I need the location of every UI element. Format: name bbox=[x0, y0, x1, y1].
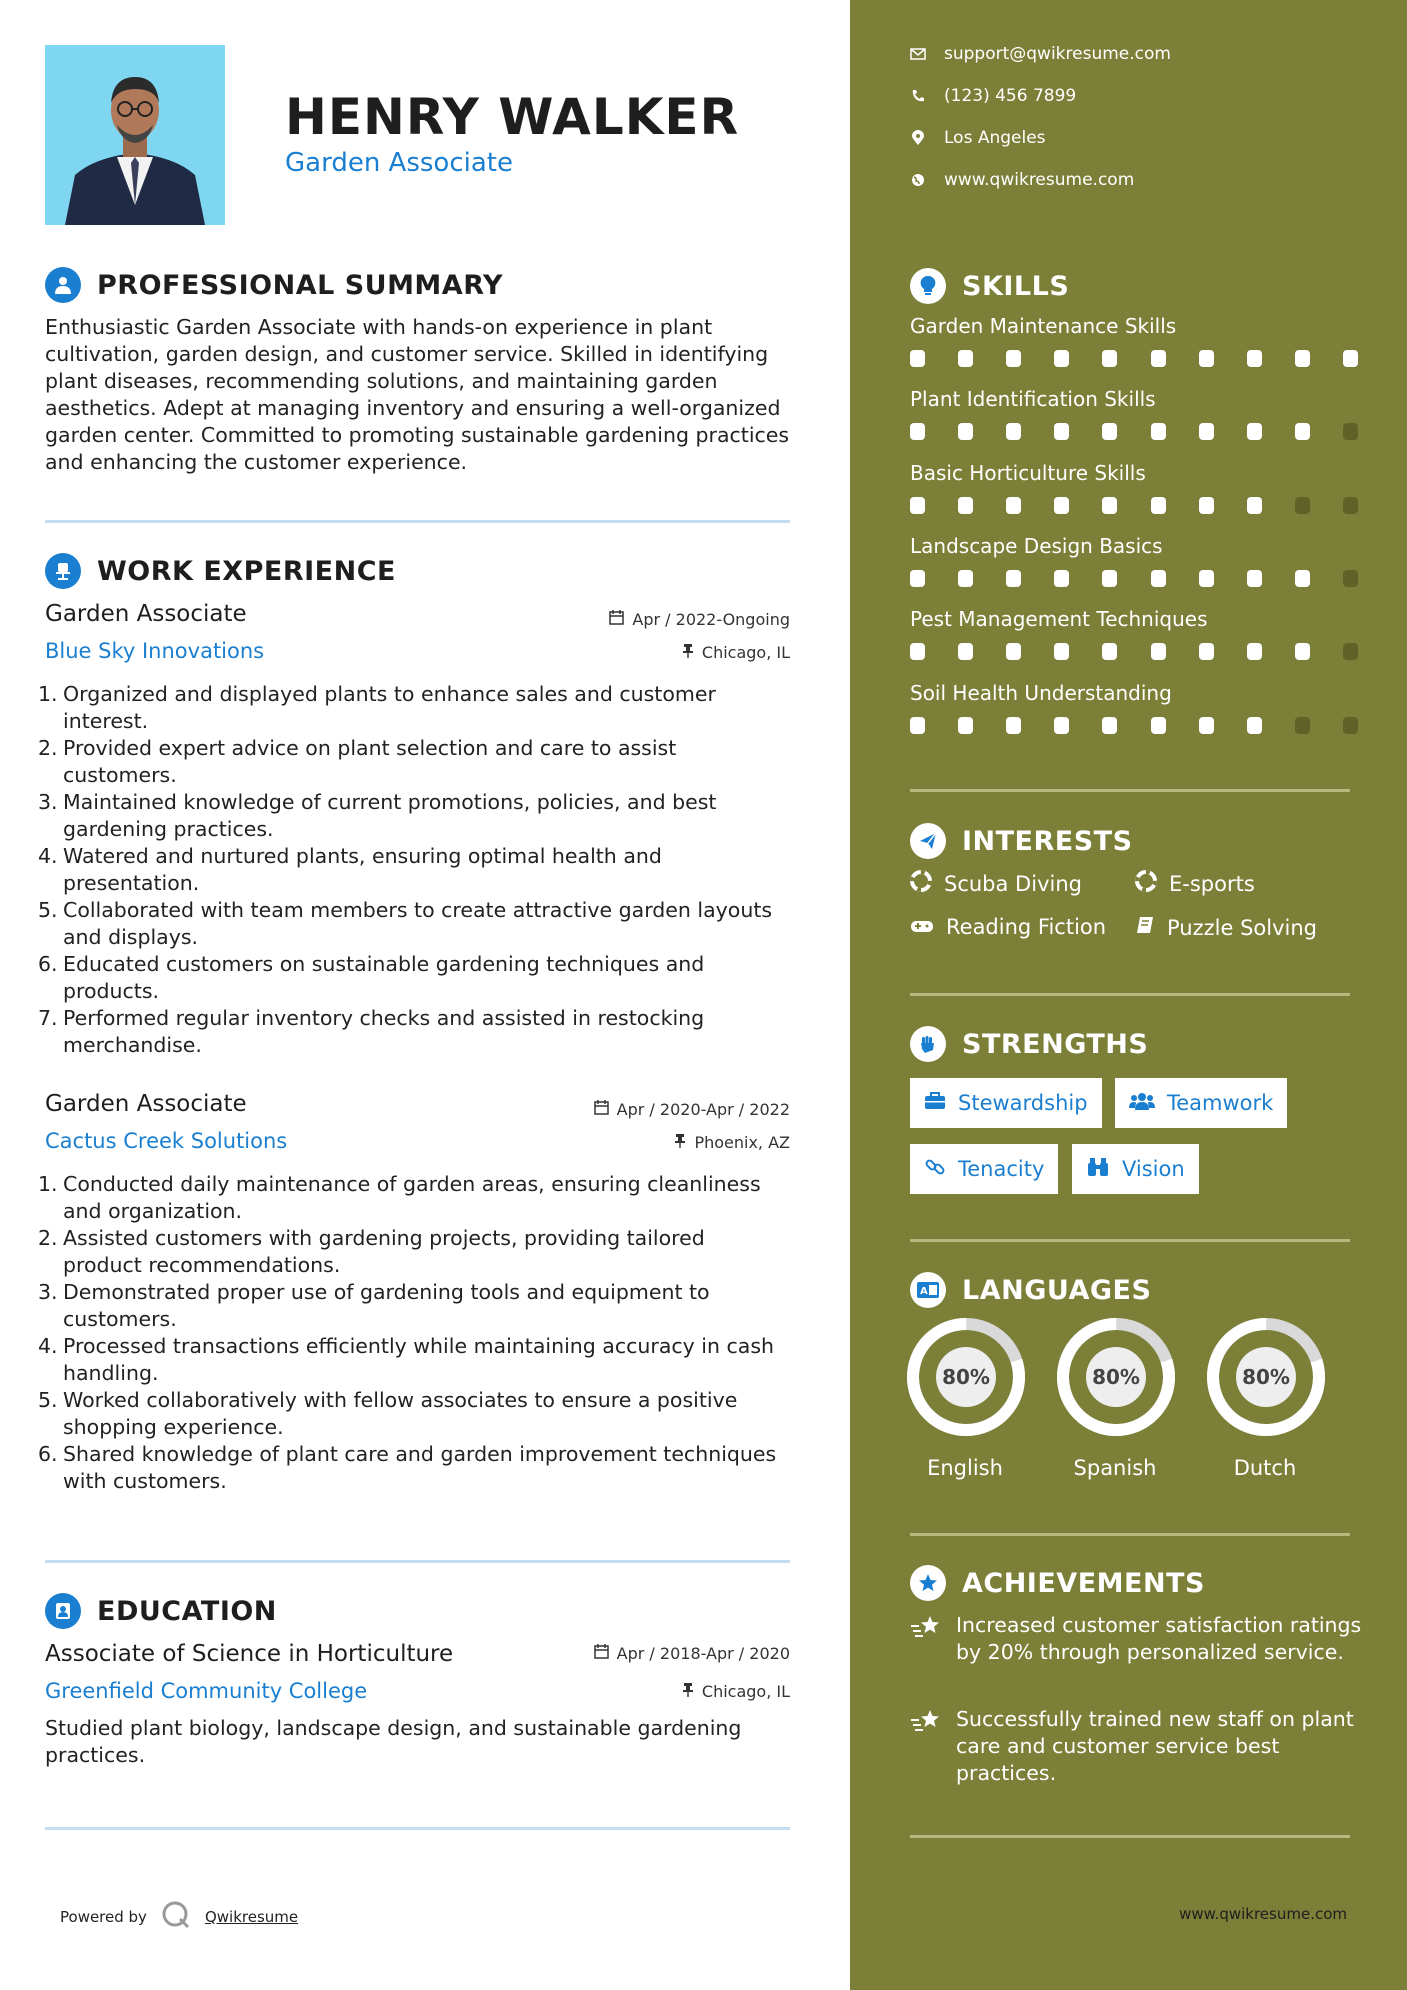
rating-dot-empty bbox=[1343, 570, 1358, 587]
rating-dot-filled bbox=[1295, 350, 1310, 367]
rating-dot-filled bbox=[1295, 643, 1310, 660]
job-company: Blue Sky Innovations bbox=[45, 639, 265, 663]
education-dates bbox=[594, 1644, 790, 1663]
rating-dot-filled bbox=[1102, 497, 1117, 514]
job-role: Garden Associate bbox=[45, 1091, 247, 1117]
divider bbox=[45, 1560, 790, 1563]
pin-icon bbox=[682, 1682, 694, 1701]
book-icon bbox=[1135, 915, 1155, 940]
rating-dot-filled bbox=[1247, 497, 1262, 514]
rating-dot-filled bbox=[1151, 643, 1166, 660]
achievements-title: ACHIEVEMENTS bbox=[962, 1567, 1205, 1599]
skill-row bbox=[910, 461, 1350, 514]
skill-name: Basic Horticulture Skills bbox=[910, 461, 1146, 485]
job-role: Garden Associate bbox=[45, 601, 247, 627]
skill-rating bbox=[910, 350, 1358, 367]
rating-dot-filled bbox=[910, 497, 925, 514]
users-icon bbox=[1129, 1091, 1155, 1115]
skill-row bbox=[910, 681, 1350, 734]
skill-rating bbox=[910, 497, 1358, 514]
job-bullets bbox=[38, 681, 790, 1059]
rating-dot-empty bbox=[1343, 497, 1358, 514]
rating-dot-filled bbox=[1054, 643, 1069, 660]
achievement-text: Successfully trained new staff on plant care and customer service best practices. bbox=[956, 1707, 1354, 1785]
language-name: Spanish bbox=[1073, 1456, 1157, 1480]
list-item: 5. Worked collaboratively with fellow associates to ensure a positive shopping experience. bbox=[38, 1388, 738, 1439]
education-title: EDUCATION bbox=[97, 1595, 277, 1627]
rating-dot-filled bbox=[1247, 643, 1262, 660]
rating-dot-filled bbox=[1247, 350, 1262, 367]
divider bbox=[910, 1239, 1350, 1242]
avatar-illustration bbox=[45, 45, 225, 225]
divider bbox=[910, 993, 1350, 996]
footer-website[interactable]: www.qwikresume.com bbox=[1179, 1905, 1347, 1923]
rating-dot-filled bbox=[1054, 423, 1069, 440]
language-percent: 80% bbox=[1092, 1365, 1140, 1389]
skill-rating bbox=[910, 570, 1358, 587]
fist-icon bbox=[910, 1026, 946, 1062]
language-progress-ring bbox=[1205, 1316, 1327, 1438]
list-item: 6. Educated customers on sustainable gardening techniques and products. bbox=[38, 952, 705, 1003]
rating-dot-filled bbox=[1295, 570, 1310, 587]
rating-dot-empty bbox=[1343, 643, 1358, 660]
list-item: 2. Assisted customers with gardening projects, providing tailored product recommendations. bbox=[38, 1226, 705, 1277]
rating-dot-filled bbox=[1151, 350, 1166, 367]
contact-email[interactable] bbox=[910, 44, 1171, 64]
rating-dot-filled bbox=[1247, 717, 1262, 734]
divider bbox=[910, 1835, 1350, 1838]
interest-item bbox=[1135, 915, 1317, 940]
job-company: Cactus Creek Solutions bbox=[45, 1129, 288, 1153]
strength-tag bbox=[910, 1078, 1102, 1128]
divider bbox=[45, 520, 790, 523]
strength-label: Stewardship bbox=[958, 1091, 1088, 1115]
rating-dot-filled bbox=[1343, 350, 1358, 367]
rating-dot-filled bbox=[1199, 570, 1214, 587]
strength-label: Vision bbox=[1122, 1157, 1185, 1181]
rating-dot-filled bbox=[1199, 497, 1214, 514]
skill-name: Plant Identification Skills bbox=[910, 387, 1156, 411]
interest-item bbox=[910, 915, 1106, 939]
skill-rating bbox=[910, 717, 1358, 734]
rating-dot-filled bbox=[1199, 350, 1214, 367]
lifebuoy-icon bbox=[910, 870, 932, 897]
rating-dot-filled bbox=[1006, 643, 1021, 660]
rating-dot-filled bbox=[1006, 497, 1021, 514]
language-item bbox=[1205, 1316, 1325, 1480]
rating-dot-empty bbox=[1295, 717, 1310, 734]
achievement-item bbox=[910, 1706, 1370, 1787]
rating-dot-filled bbox=[1006, 717, 1021, 734]
strength-label: Teamwork bbox=[1167, 1091, 1274, 1115]
rating-dot-filled bbox=[1151, 497, 1166, 514]
divider bbox=[910, 789, 1350, 792]
languages-title: LANGUAGES bbox=[962, 1274, 1152, 1306]
rating-dot-filled bbox=[1102, 423, 1117, 440]
globe-icon bbox=[910, 172, 926, 188]
rating-dot-filled bbox=[1102, 350, 1117, 367]
list-item: 1. Conducted daily maintenance of garden areas, ensuring cleanliness and organization. bbox=[38, 1172, 761, 1223]
rating-dot-filled bbox=[1006, 570, 1021, 587]
job-dates bbox=[609, 610, 790, 629]
svg-text:A: A bbox=[920, 1286, 928, 1297]
candidate-name: HENRY WALKER bbox=[285, 88, 740, 146]
shooting-star-icon bbox=[910, 1612, 942, 1666]
rating-dot-filled bbox=[910, 350, 925, 367]
rating-dot-filled bbox=[1199, 423, 1214, 440]
rating-dot-filled bbox=[1054, 350, 1069, 367]
sidebar bbox=[850, 0, 1407, 1990]
job-dates-text: Apr / 2022-Ongoing bbox=[632, 610, 790, 629]
chair-icon bbox=[45, 553, 81, 589]
binoculars-icon bbox=[1086, 1157, 1110, 1182]
divider bbox=[45, 1827, 790, 1830]
graduate-icon bbox=[45, 1593, 81, 1629]
list-item: 4. Processed transactions efficiently while maintaining accuracy in cash handling. bbox=[38, 1334, 775, 1385]
language-percent: 80% bbox=[942, 1365, 990, 1389]
language-item bbox=[905, 1316, 1025, 1480]
skill-rating bbox=[910, 643, 1358, 660]
calendar-icon bbox=[594, 1644, 609, 1663]
briefcase-icon bbox=[924, 1091, 946, 1115]
rating-dot-filled bbox=[958, 643, 973, 660]
job-location-text: Chicago, IL bbox=[701, 643, 790, 662]
list-item: 3. Maintained knowledge of current promotions, policies, and best gardening practices. bbox=[38, 790, 717, 841]
rating-dot-filled bbox=[910, 643, 925, 660]
interest-label: Scuba Diving bbox=[944, 871, 1082, 896]
rating-dot-filled bbox=[1054, 570, 1069, 587]
language-name: Dutch bbox=[1233, 1456, 1297, 1480]
contact-location-text: Los Angeles bbox=[944, 128, 1046, 148]
language-percent: 80% bbox=[1242, 1365, 1290, 1389]
rating-dot-filled bbox=[1151, 717, 1166, 734]
qwikresume-link[interactable]: Qwikresume bbox=[204, 1908, 299, 1926]
user-icon bbox=[45, 267, 81, 303]
gamepad-icon bbox=[910, 915, 934, 939]
strength-tag bbox=[1072, 1144, 1199, 1194]
language-item bbox=[1055, 1316, 1175, 1480]
rating-dot-filled bbox=[1199, 717, 1214, 734]
list-item: 6. Shared knowledge of plant care and garden improvement techniques with customers. bbox=[38, 1442, 777, 1493]
education-location-text: Chicago, IL bbox=[701, 1682, 790, 1701]
rating-dot-empty bbox=[1295, 497, 1310, 514]
rating-dot-filled bbox=[1295, 423, 1310, 440]
skill-name: Soil Health Understanding bbox=[910, 681, 1172, 705]
interests-title: INTERESTS bbox=[962, 825, 1133, 857]
language-name: English bbox=[927, 1456, 1003, 1480]
strengths-title: STRENGTHS bbox=[962, 1028, 1149, 1060]
rating-dot-filled bbox=[958, 717, 973, 734]
link-icon bbox=[924, 1156, 946, 1183]
rating-dot-filled bbox=[1247, 423, 1262, 440]
degree: Associate of Science in Horticulture bbox=[45, 1641, 454, 1667]
rating-dot-filled bbox=[910, 423, 925, 440]
languages-heading bbox=[910, 1272, 1151, 1308]
lightbulb-icon bbox=[910, 268, 946, 304]
paper-plane-icon bbox=[910, 823, 946, 859]
pin-icon bbox=[674, 1133, 686, 1152]
strength-tag bbox=[1115, 1078, 1287, 1128]
list-item: 3. Demonstrated proper use of gardening tools and equipment to customers. bbox=[38, 1280, 710, 1331]
pin-icon bbox=[682, 643, 694, 662]
rating-dot-filled bbox=[958, 350, 973, 367]
rating-dot-filled bbox=[958, 423, 973, 440]
job-location bbox=[674, 1133, 790, 1152]
contact-website-text: www.qwikresume.com bbox=[944, 170, 1135, 190]
skill-name: Pest Management Techniques bbox=[910, 607, 1208, 631]
rating-dot-filled bbox=[1054, 497, 1069, 514]
education-heading bbox=[45, 1593, 277, 1629]
phone-icon bbox=[910, 88, 926, 104]
list-item: 4. Watered and nurtured plants, ensuring optimal health and presentation. bbox=[38, 844, 662, 895]
job-location bbox=[682, 643, 790, 662]
translate-icon bbox=[910, 1272, 946, 1308]
job-bullets bbox=[38, 1171, 790, 1495]
language-progress-ring bbox=[905, 1316, 1027, 1438]
language-progress-ring bbox=[1055, 1316, 1177, 1438]
powered-by bbox=[60, 1900, 298, 1934]
skill-row bbox=[910, 314, 1350, 367]
rating-dot-filled bbox=[1151, 570, 1166, 587]
skills-heading bbox=[910, 268, 1069, 304]
contact-website[interactable] bbox=[910, 170, 1134, 190]
profile-photo bbox=[45, 45, 225, 225]
calendar-icon bbox=[609, 610, 624, 629]
rating-dot-filled bbox=[1247, 570, 1262, 587]
achievements-heading bbox=[910, 1565, 1205, 1601]
interest-label: Puzzle Solving bbox=[1167, 915, 1317, 940]
powered-by-label: Powered by bbox=[60, 1908, 147, 1926]
rating-dot-filled bbox=[1102, 643, 1117, 660]
summary-text: Enthusiastic Garden Associate with hands-on experience in plant cultivation, garden design, and customer service. Skilled in identifying plant diseases, recommending solutions, and maintaining garden aesthetics. Adept at managing inventory and ensuring a well-organized garden center. Committed to promoting sustainable gardening practices and enhancing the customer experience. bbox=[45, 315, 790, 474]
education-description: Studied plant biology, landscape design, and sustainable gardening practices. bbox=[45, 1716, 742, 1767]
rating-dot-filled bbox=[1054, 717, 1069, 734]
skill-row bbox=[910, 534, 1350, 587]
rating-dot-filled bbox=[910, 570, 925, 587]
rating-dot-filled bbox=[1199, 643, 1214, 660]
lifebuoy-icon bbox=[1135, 870, 1157, 897]
rating-dot-filled bbox=[958, 570, 973, 587]
interest-label: E-sports bbox=[1169, 871, 1255, 896]
experience-title: WORK EXPERIENCE bbox=[97, 555, 396, 587]
interest-label: Reading Fiction bbox=[946, 915, 1107, 939]
interests-heading bbox=[910, 823, 1133, 859]
school: Greenfield Community College bbox=[45, 1679, 368, 1703]
education-location bbox=[682, 1682, 790, 1701]
rating-dot-filled bbox=[1102, 570, 1117, 587]
list-item: 1. Organized and displayed plants to enhance sales and customer interest. bbox=[38, 682, 716, 733]
job-dates bbox=[594, 1100, 790, 1119]
list-item: 2. Provided expert advice on plant selection and care to assist customers. bbox=[38, 736, 677, 787]
skill-row bbox=[910, 607, 1350, 660]
skill-rating bbox=[910, 423, 1358, 440]
contact-phone-text: (123) 456 7899 bbox=[944, 86, 1077, 106]
rating-dot-filled bbox=[1006, 423, 1021, 440]
rating-dot-filled bbox=[1151, 423, 1166, 440]
rating-dot-filled bbox=[958, 497, 973, 514]
achievement-item bbox=[910, 1612, 1370, 1666]
skills-title: SKILLS bbox=[962, 270, 1070, 302]
interest-item bbox=[910, 870, 1082, 897]
strength-tag bbox=[910, 1144, 1058, 1194]
divider bbox=[910, 1533, 1350, 1536]
skill-name: Garden Maintenance Skills bbox=[910, 314, 1177, 338]
rating-dot-filled bbox=[1102, 717, 1117, 734]
calendar-icon bbox=[594, 1100, 609, 1119]
achievement-text: Increased customer satisfaction ratings by 20% through personalized service. bbox=[956, 1613, 1362, 1664]
contact-phone[interactable] bbox=[910, 86, 1076, 106]
envelope-icon bbox=[910, 46, 926, 62]
job-location-text: Phoenix, AZ bbox=[694, 1133, 790, 1152]
strength-label: Tenacity bbox=[958, 1157, 1045, 1181]
qwikresume-logo-icon bbox=[161, 1900, 191, 1934]
education-dates-text: Apr / 2018-Apr / 2020 bbox=[616, 1644, 790, 1663]
interest-item bbox=[1135, 870, 1255, 897]
contact-email-text: support@qwikresume.com bbox=[944, 44, 1171, 64]
rating-dot-filled bbox=[1006, 350, 1021, 367]
rating-dot-filled bbox=[910, 717, 925, 734]
strengths-heading bbox=[910, 1026, 1148, 1062]
skill-row bbox=[910, 387, 1350, 440]
map-marker-icon bbox=[910, 130, 926, 146]
list-item: 7. Performed regular inventory checks and assisted in restocking merchandise. bbox=[38, 1006, 705, 1057]
rating-dot-empty bbox=[1343, 423, 1358, 440]
candidate-title: Garden Associate bbox=[285, 148, 513, 178]
star-badge-icon bbox=[910, 1565, 946, 1601]
experience-heading bbox=[45, 553, 396, 589]
skill-name: Landscape Design Basics bbox=[910, 534, 1163, 558]
job-dates-text: Apr / 2020-Apr / 2022 bbox=[616, 1100, 790, 1119]
rating-dot-empty bbox=[1343, 717, 1358, 734]
list-item: 5. Collaborated with team members to create attractive garden layouts and displays. bbox=[38, 898, 773, 949]
shooting-star-icon bbox=[910, 1706, 942, 1787]
contact-location bbox=[910, 128, 1046, 148]
summary-title: PROFESSIONAL SUMMARY bbox=[97, 269, 504, 301]
summary-heading bbox=[45, 267, 503, 303]
